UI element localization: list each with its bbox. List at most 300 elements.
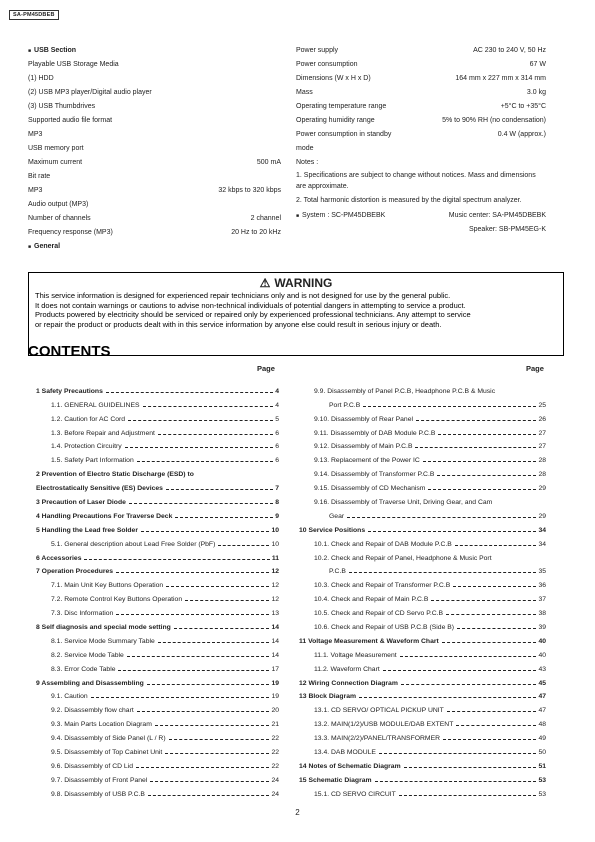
- note-1: 1. Specifications are subject to change without notices. Mass and dimensions are approximate.: [296, 172, 536, 190]
- toc-page-number: 8: [275, 499, 279, 507]
- toc-page-number: 27: [538, 443, 546, 451]
- toc-entry[interactable]: [299, 534, 546, 548]
- spec-row: [28, 170, 281, 184]
- spec-left-column: [28, 44, 281, 254]
- notes-title: Notes :: [296, 159, 319, 166]
- model-tag: SA-PM45DBEB: [9, 10, 59, 20]
- spec-value: 67 W: [529, 61, 546, 68]
- toc-entry-title: 5 Handling the Lead free Solder: [36, 526, 138, 534]
- spec-row: [296, 58, 546, 72]
- toc-entry[interactable]: [36, 659, 279, 673]
- toc-entry[interactable]: [36, 770, 279, 784]
- toc-page-number: 20: [271, 707, 279, 715]
- toc-page-number: 50: [538, 749, 546, 757]
- toc-page-number: 17: [271, 665, 279, 673]
- spec-row: [28, 156, 281, 170]
- toc-entry[interactable]: [299, 756, 546, 770]
- spec-row: [28, 86, 281, 100]
- music-center-label: Music center: SA-PM45DBEBK: [448, 212, 546, 219]
- toc-dot-leader: [116, 614, 269, 615]
- toc-entry-title: 14 Notes of Schematic Diagram: [299, 762, 401, 770]
- toc-entry[interactable]: [36, 381, 279, 395]
- spec-label-text: (1) HDD: [28, 75, 54, 82]
- toc-entry[interactable]: [36, 548, 279, 562]
- toc-page-number: 11: [271, 554, 279, 562]
- toc-entry[interactable]: [299, 409, 546, 423]
- toc-entry-title: 9.7. Disassembly of Front Panel: [51, 776, 148, 784]
- warning-line-4: or repair the product or products dealt with in this service information by anyone else could result in serious injury or death.: [35, 319, 442, 329]
- toc-entry[interactable]: [299, 673, 546, 687]
- toc-entry-title: 9.15. Disassembly of CD Mechanism: [314, 485, 426, 493]
- toc-entry-title: 11 Voltage Measurement & Waveform Chart: [299, 637, 439, 645]
- spec-row: [28, 240, 281, 254]
- toc-entry[interactable]: [299, 492, 546, 506]
- toc-page-number: 7: [275, 485, 279, 493]
- toc-entry-title: 5.1. General description about Lead Free Solder (PbF): [51, 540, 216, 548]
- toc-dot-leader: [147, 684, 270, 685]
- toc-entry[interactable]: [299, 714, 546, 728]
- toc-entry-title: 10.4. Check and Repair of Main P.C.B: [314, 596, 429, 604]
- spec-label: [28, 240, 60, 254]
- toc-entry[interactable]: [299, 437, 546, 451]
- toc-entry[interactable]: [36, 756, 279, 770]
- toc-page-number: 47: [538, 693, 546, 701]
- toc-entry[interactable]: [299, 700, 546, 714]
- toc-entry-title: 11.2. Waveform Chart: [314, 665, 380, 673]
- toc-page-number: 19: [271, 679, 279, 687]
- speaker-label: Speaker: SB-PM45EG-K: [468, 226, 546, 233]
- toc-entry-title: Electrostatically Sensitive (ES) Devices: [36, 485, 163, 493]
- toc-entry[interactable]: [299, 520, 546, 534]
- spec-label: [296, 86, 313, 100]
- toc-entry[interactable]: [36, 575, 279, 589]
- spec-label: [28, 184, 42, 198]
- toc-dot-leader: [443, 739, 536, 740]
- spec-label-text: Audio output (MP3): [28, 201, 89, 208]
- toc-dot-leader: [383, 670, 537, 671]
- spec-value: 20 Hz to 20 kHz: [231, 229, 281, 236]
- toc-page-number: 13: [271, 610, 279, 618]
- toc-dot-leader: [118, 670, 269, 671]
- toc-entry[interactable]: [36, 492, 279, 506]
- spec-row: [296, 114, 546, 128]
- toc-dot-leader: [91, 697, 270, 698]
- spec-label: [28, 114, 112, 128]
- spec-label: [28, 142, 84, 156]
- toc-entry[interactable]: [36, 673, 279, 687]
- spec-label: [28, 156, 82, 170]
- spec-label-text: Playable USB Storage Media: [28, 61, 119, 68]
- toc-page-number: 48: [538, 721, 546, 729]
- toc-page-number: 5: [275, 415, 279, 423]
- toc-entry-title: 9 Assembling and Disassembling: [36, 679, 144, 687]
- toc-entry-title: Port P.C.B: [329, 401, 361, 409]
- toc-dot-leader: [185, 600, 269, 601]
- toc-entry[interactable]: [36, 464, 279, 478]
- toc-entry[interactable]: [36, 423, 279, 437]
- toc-entry-title: 10 Service Positions: [299, 526, 366, 534]
- toc-page-number: 19: [271, 693, 279, 701]
- toc-page-number: 21: [271, 721, 279, 729]
- toc-entry-title: 9.5. Disassembly of Top Cabinet Unit: [51, 749, 163, 757]
- toc-dot-leader: [128, 420, 273, 421]
- toc-entry[interactable]: [36, 617, 279, 631]
- toc-entry-title: 10.6. Check and Repair of USB P.C.B (Side B): [314, 624, 455, 632]
- toc-entry[interactable]: [299, 617, 546, 631]
- warning-body: [35, 291, 557, 329]
- toc-entry-title: 13.1. CD SERVO/ OPTICAL PICKUP UNIT: [314, 707, 444, 715]
- spec-value: AC 230 to 240 V, 50 Hz: [473, 47, 546, 54]
- spec-label: [28, 170, 50, 184]
- toc-entry-title: 2 Prevention of Electro Static Discharge (ESD) to: [36, 471, 194, 479]
- toc-entry-title: 7.1. Main Unit Key Buttons Operation: [51, 582, 164, 590]
- toc-page-number: 36: [538, 582, 546, 590]
- toc-entry[interactable]: [36, 603, 279, 617]
- spec-value: 3.0 kg: [526, 89, 546, 96]
- toc-dot-leader: [447, 711, 537, 712]
- toc-dot-leader: [166, 489, 273, 490]
- toc-entry[interactable]: [299, 423, 546, 437]
- spec-row: [28, 226, 281, 240]
- spec-label-text: (3) USB Thumbdrives: [28, 103, 96, 110]
- warning-line-1: This service information is designed for experienced repair technicians only and is not designed for use by the general public.: [35, 291, 451, 300]
- toc-page-number: 24: [271, 790, 279, 798]
- toc-dot-leader: [218, 545, 269, 546]
- toc-dot-leader: [84, 559, 269, 560]
- spec-value: 0.4 W (approx.): [497, 131, 546, 138]
- toc-entry-title: 10.1. Check and Repair of DAB Module P.C.B: [314, 540, 452, 548]
- toc-page-number: 25: [538, 401, 546, 409]
- spec-label: [296, 142, 314, 156]
- toc-entry[interactable]: [36, 520, 279, 534]
- toc-page-number: 10: [271, 526, 279, 534]
- toc-dot-leader: [165, 753, 269, 754]
- toc-dot-leader: [404, 767, 537, 768]
- toc-dot-leader: [375, 781, 537, 782]
- toc-entry-title: 13 Block Diagram: [299, 693, 357, 701]
- toc-dot-leader: [148, 795, 270, 796]
- toc-entry-title: 9.13. Replacement of the Power IC: [314, 457, 420, 465]
- toc-entry-title: 15 Schematic Diagram: [299, 776, 372, 784]
- toc-entry[interactable]: [299, 548, 546, 562]
- spec-right-column: [296, 44, 546, 237]
- toc-entry[interactable]: [299, 395, 546, 409]
- toc-page-number: 22: [271, 735, 279, 743]
- toc-entry-title: 13.2. MAIN(1/2)/USB MODULE/DAB EXTENT: [314, 721, 454, 729]
- toc-entry-title: 8.1. Service Mode Summary Table: [51, 637, 155, 645]
- toc-page-number: 45: [538, 679, 546, 687]
- toc-dot-leader: [129, 503, 273, 504]
- spec-label-text: Frequency response (MP3): [28, 229, 113, 236]
- spec-value: 164 mm x 227 mm x 314 mm: [455, 75, 546, 82]
- spec-row: [296, 142, 546, 156]
- toc-entry[interactable]: [36, 409, 279, 423]
- toc-entry[interactable]: [299, 562, 546, 576]
- toc-entry-title: 7.3. Disc Information: [51, 610, 114, 618]
- toc-page-number: 34: [538, 526, 546, 534]
- toc-dot-leader: [379, 753, 536, 754]
- spec-row: [28, 114, 281, 128]
- warning-line-3: Products powered by electricity should be serviced or repaired only by experienced professional technicians. Any attempt to service: [35, 310, 471, 320]
- spec-label-text: USB Section: [34, 47, 77, 54]
- toc-dot-leader: [174, 628, 270, 629]
- toc-entry[interactable]: [299, 450, 546, 464]
- toc-dot-leader: [423, 461, 537, 462]
- toc-entry[interactable]: [299, 589, 546, 603]
- toc-entry[interactable]: [36, 478, 279, 492]
- toc-page-number: 53: [538, 790, 546, 798]
- toc-page-number: 40: [538, 637, 546, 645]
- note-2: 2. Total harmonic distortion is measured by the digital spectrum analyzer.: [296, 197, 522, 204]
- toc-page-number: 28: [538, 471, 546, 479]
- toc-page-number: 29: [538, 512, 546, 520]
- toc-entry[interactable]: [36, 395, 279, 409]
- toc-page-number: 35: [538, 568, 546, 576]
- toc-entry[interactable]: [36, 784, 279, 798]
- toc-dot-leader: [106, 392, 273, 393]
- toc-entry[interactable]: [299, 742, 546, 756]
- toc-entry[interactable]: [299, 603, 546, 617]
- toc-page-number: 6: [275, 443, 279, 451]
- toc-entry-title: 6 Accessories: [36, 554, 82, 562]
- toc-left-column: [36, 381, 279, 798]
- toc-entry-title: 8.3. Error Code Table: [51, 665, 116, 673]
- toc-entry-title: 9.8. Disassembly of USB P.C.B: [51, 790, 145, 798]
- spec-label: [296, 100, 386, 114]
- toc-entry-title: 1.3. Before Repair and Adjustment: [51, 429, 155, 437]
- toc-dot-leader: [158, 642, 270, 643]
- spec-label: [296, 128, 391, 142]
- warning-heading: [35, 276, 557, 291]
- spec-label: [28, 44, 76, 58]
- toc-entry-title: 13.4. DAB MODULE: [314, 749, 376, 757]
- spec-row: [296, 100, 546, 114]
- spec-label: [296, 114, 375, 128]
- toc-entry[interactable]: [299, 645, 546, 659]
- spec-row: [28, 212, 281, 226]
- toc-page-number: 14: [271, 651, 279, 659]
- toc-dot-leader: [401, 684, 537, 685]
- spec-label-text: (2) USB MP3 player/Digital audio player: [28, 89, 152, 96]
- toc-entry-title: 9.14. Disassembly of Transformer P.C.B: [314, 471, 435, 479]
- toc-dot-leader: [141, 531, 269, 532]
- toc-entry[interactable]: [36, 645, 279, 659]
- spec-label-text: MP3: [28, 187, 43, 194]
- spec-value: 5% to 90% RH (no condensation): [442, 117, 546, 124]
- spec-row: [28, 58, 281, 72]
- toc-entry-title: 1.4. Protection Circuitry: [51, 443, 122, 451]
- toc-entry-title: 9.3. Main Parts Location Diagram: [51, 721, 152, 729]
- toc-entry[interactable]: [299, 506, 546, 520]
- toc-entry-title: 10.5. Check and Repair of CD Servo P.C.B: [314, 610, 444, 618]
- toc-page-number: 9: [275, 512, 279, 520]
- spec-label-text: Number of channels: [28, 215, 91, 222]
- toc-entry[interactable]: [36, 728, 279, 742]
- spec-label-text: Power consumption in standby: [296, 131, 392, 138]
- toc-entry[interactable]: [36, 714, 279, 728]
- toc-page-number: 10: [271, 540, 279, 548]
- toc-page-number: 34: [538, 540, 546, 548]
- toc-page-number: 6: [275, 457, 279, 465]
- spec-label: [28, 198, 88, 212]
- toc-page-number: 12: [271, 582, 279, 590]
- toc-page-number: 12: [271, 596, 279, 604]
- contents-title: CONTENTS: [28, 343, 111, 360]
- spec-label-text: General: [34, 243, 61, 250]
- toc-entry[interactable]: [299, 631, 546, 645]
- toc-page-number: 14: [271, 637, 279, 645]
- toc-entry[interactable]: [36, 562, 279, 576]
- toc-entry-title: P.C.B: [329, 568, 346, 576]
- toc-dot-leader: [359, 697, 536, 698]
- toc-entry-title: 8.2. Service Mode Table: [51, 651, 124, 659]
- spec-label: [296, 44, 338, 58]
- toc-entry[interactable]: [299, 728, 546, 742]
- toc-page-number: 43: [538, 665, 546, 673]
- toc-dot-leader: [349, 572, 537, 573]
- spec-label-text: Bit rate: [28, 173, 51, 180]
- spec-label-text: MP3: [28, 131, 43, 138]
- toc-page-number: 51: [538, 762, 546, 770]
- spec-value: 500 mA: [256, 159, 281, 166]
- toc-entry-title: 9.16. Disassembly of Traverse Unit, Driving Gear, and Cam: [314, 499, 493, 507]
- toc-entry-title: 10.3. Check and Repair of Transformer P.C.B: [314, 582, 451, 590]
- toc-entry-title: 1.5. Safety Part Information: [51, 457, 134, 465]
- system-label: System : SC-PM45DBEBK: [302, 212, 386, 219]
- toc-dot-leader: [137, 461, 273, 462]
- toc-entry-title: 1 Safety Precautions: [36, 387, 103, 395]
- toc-entry-title: 3 Precaution of Laser Diode: [36, 499, 126, 507]
- toc-entry-title: 13.3. MAIN(2/2)/PANEL/TRANSFORMER: [314, 735, 441, 743]
- spec-label-text: Operating temperature range: [296, 103, 387, 110]
- toc-entry-title: 10.2. Check and Repair of Panel, Headphone & Music Port: [314, 554, 492, 562]
- toc-right-column: [299, 381, 546, 798]
- toc-page-number: 12: [271, 568, 279, 576]
- toc-entry[interactable]: [299, 770, 546, 784]
- toc-entry-title: 1.2. Caution for AC Cord: [51, 415, 126, 423]
- toc-entry[interactable]: [36, 687, 279, 701]
- toc-page-number: 14: [271, 624, 279, 632]
- toc-entry[interactable]: [36, 589, 279, 603]
- toc-entry[interactable]: [36, 631, 279, 645]
- toc-dot-leader: [127, 656, 270, 657]
- toc-entry[interactable]: [299, 575, 546, 589]
- toc-entry[interactable]: [299, 478, 546, 492]
- toc-dot-leader: [175, 517, 273, 518]
- toc-dot-leader: [166, 586, 269, 587]
- spec-label: [28, 100, 95, 114]
- toc-page-number: 22: [271, 749, 279, 757]
- toc-entry-title: 4 Handling Precautions For Traverse Deck: [36, 512, 173, 520]
- toc-page-number: 24: [271, 776, 279, 784]
- toc-entry[interactable]: [299, 687, 546, 701]
- spec-label: [28, 58, 119, 72]
- toc-page-number: 4: [275, 401, 279, 409]
- toc-entry-title: 9.11. Disassembly of DAB Module P.C.B: [314, 429, 436, 437]
- toc-page-number: 49: [538, 735, 546, 743]
- spec-label-text: mode: [296, 145, 314, 152]
- system-row: [296, 209, 546, 223]
- toc-page-number: 47: [538, 707, 546, 715]
- spec-label-text: Power consumption: [296, 61, 358, 68]
- toc-dot-leader: [368, 531, 536, 532]
- spec-row: [28, 44, 281, 58]
- toc-entry-title: Gear: [329, 512, 345, 520]
- spec-value: +5°C to +35°C: [500, 103, 546, 110]
- warning-line-2: It does not contain warnings or cautions to advise non-technical individuals of potential dangers in attempting to service a product.: [35, 300, 466, 310]
- spec-label-text: Dimensions (W x H x D): [296, 75, 371, 82]
- toc-entry[interactable]: [299, 381, 546, 395]
- toc-entry[interactable]: [36, 534, 279, 548]
- spec-label-text: Power supply: [296, 47, 339, 54]
- toc-dot-leader: [136, 767, 269, 768]
- toc-entry-title: 9.12. Disassembly of Main P.C.B: [314, 443, 413, 451]
- toc-entry-title: 7.2. Remote Control Key Buttons Operation: [51, 596, 183, 604]
- toc-entry[interactable]: [36, 506, 279, 520]
- toc-entry-title: 15.1. CD SERVO CIRCUIT: [314, 790, 396, 798]
- spec-row: [296, 128, 546, 142]
- warning-triangle-icon: ⚠: [259, 276, 271, 290]
- spec-label-text: Mass: [296, 89, 313, 96]
- spec-label-text: Supported audio file format: [28, 117, 113, 124]
- spec-row: [296, 44, 546, 58]
- toc-dot-leader: [400, 656, 537, 657]
- spec-label: [296, 72, 371, 86]
- bullet-icon: ■: [28, 244, 32, 250]
- toc-entry[interactable]: [36, 437, 279, 451]
- toc-dot-leader: [137, 711, 270, 712]
- toc-entry[interactable]: [36, 742, 279, 756]
- toc-page-number: 38: [538, 610, 546, 618]
- toc-dot-leader: [437, 475, 536, 476]
- toc-entry[interactable]: [299, 784, 546, 798]
- toc-dot-leader: [442, 642, 537, 643]
- toc-page-number: 29: [538, 485, 546, 493]
- toc-dot-leader: [455, 545, 537, 546]
- spec-label-text: Maximum current: [28, 159, 83, 166]
- toc-dot-leader: [363, 406, 536, 407]
- toc-dot-leader: [347, 517, 536, 518]
- warning-title: WARNING: [274, 276, 333, 290]
- toc-dot-leader: [116, 572, 269, 573]
- toc-dot-leader: [446, 614, 536, 615]
- toc-dot-leader: [155, 725, 270, 726]
- page-header-left: Page: [257, 364, 275, 373]
- toc-entry-title: 8 Self diagnosis and special mode setting: [36, 624, 171, 632]
- spec-label-text: USB memory port: [28, 145, 84, 152]
- spec-row: [28, 142, 281, 156]
- toc-entry[interactable]: [36, 450, 279, 464]
- toc-dot-leader: [143, 406, 274, 407]
- toc-entry[interactable]: [299, 464, 546, 478]
- notes: [296, 156, 546, 237]
- spec-row: [28, 198, 281, 212]
- system-label-wrap: [296, 209, 385, 223]
- toc-entry[interactable]: [36, 700, 279, 714]
- bullet-icon: ■: [28, 48, 32, 54]
- toc-entry-title: 9.4. Disassembly of Side Panel (L / R): [51, 735, 166, 743]
- toc-dot-leader: [457, 628, 536, 629]
- toc-dot-leader: [453, 586, 536, 587]
- spec-value: 2 channel: [250, 215, 281, 222]
- spec-label: [296, 58, 357, 72]
- toc-dot-leader: [438, 434, 536, 435]
- toc-dot-leader: [416, 420, 536, 421]
- page-header-right: Page: [526, 364, 544, 373]
- toc-entry[interactable]: [299, 659, 546, 673]
- toc-page-number: 27: [538, 429, 546, 437]
- toc-page-number: 4: [275, 387, 279, 395]
